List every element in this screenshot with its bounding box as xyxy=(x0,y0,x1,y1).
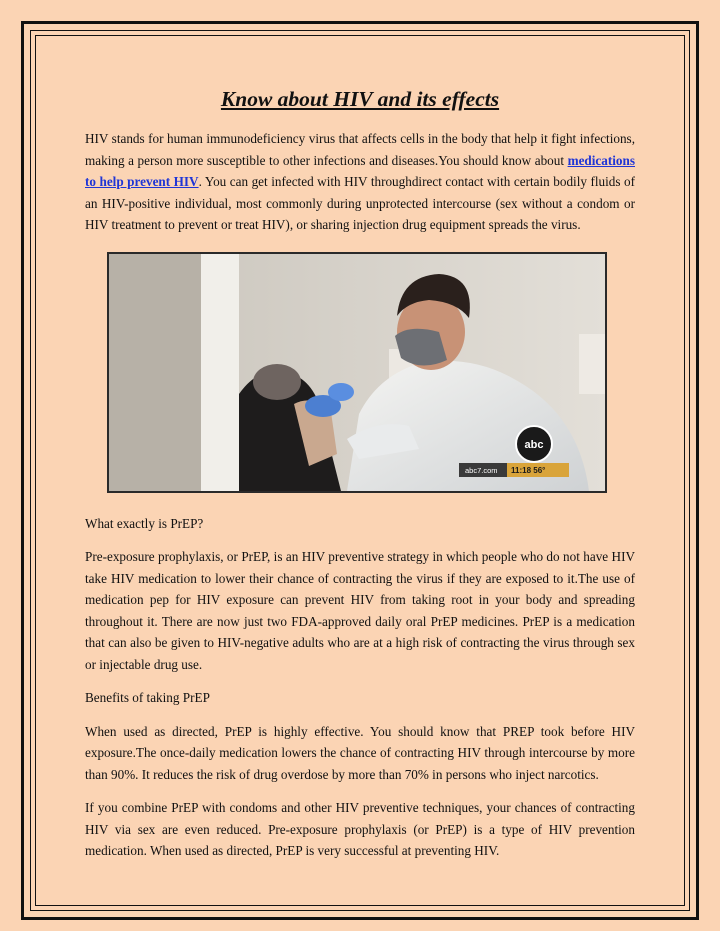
article-body xyxy=(85,84,635,862)
ticker-url: abc7.com xyxy=(465,465,498,475)
medications-link[interactable]: medications to help prevent HIV xyxy=(85,152,635,189)
section-heading-what-is-prep: What exactly is PrEP? xyxy=(85,515,204,531)
intro-paragraph xyxy=(85,128,635,236)
tv-logo: abc xyxy=(524,438,544,451)
vaccination-scene-image xyxy=(109,254,605,491)
section-paragraph-benefits: When used as directed, PrEP is highly effective. You should know that PREP took before HIV exposure.The once-daily medication lowers the chance of contracting HIV through intercourse by more than 90%. It reduces the risk of drug overdose by more than 70% in persons who inject narcotics. xyxy=(85,723,635,782)
page-title: Know about HIV and its effects xyxy=(220,87,500,111)
intro-text-after-link: . You can get infected with HIV throughdirect contact with certain bodily fluids of an HIV-positive individual, most commonly during unprotected intercourse (sex without a condom or HIV treatment to prevent or treat HIV), or sharing injection drug equipment spreads the virus. xyxy=(85,174,635,232)
ticker-time: 11:18 56° xyxy=(511,465,546,475)
section-paragraph-combine: If you combine PrEP with condoms and other HIV preventive techniques, your chances of contracting HIV via sex are even reduced. Pre-exposure prophylaxis (or PrEP) is a type of HIV prevention medication. When used as directed, PrEP is very successful at preventing HIV. xyxy=(85,800,635,858)
intro-text-before-link: HIV stands for human immunodeficiency virus that affects cells in the body that help it fight infections, making a person more susceptible to other infections and diseases.You should know about xyxy=(85,131,635,168)
section-paragraph-what-is-prep: Pre-exposure prophylaxis, or PrEP, is an HIV preventive strategy in which people who do not have HIV take HIV medication to lower their chance of contracting the virus if they are exposed to it.The use of medication pep for HIV exposure can prevent HIV from taking root in your body and spreading throughout it. There are now just two FDA-approved daily oral PrEP medicines. PrEP is a medication that can also be given to HIV-negative adults who are at a high risk of contracting the virus through sex or injectable drug use. xyxy=(85,549,635,672)
section-heading-benefits: Benefits of taking PrEP xyxy=(85,690,210,705)
article-photo xyxy=(107,252,607,493)
